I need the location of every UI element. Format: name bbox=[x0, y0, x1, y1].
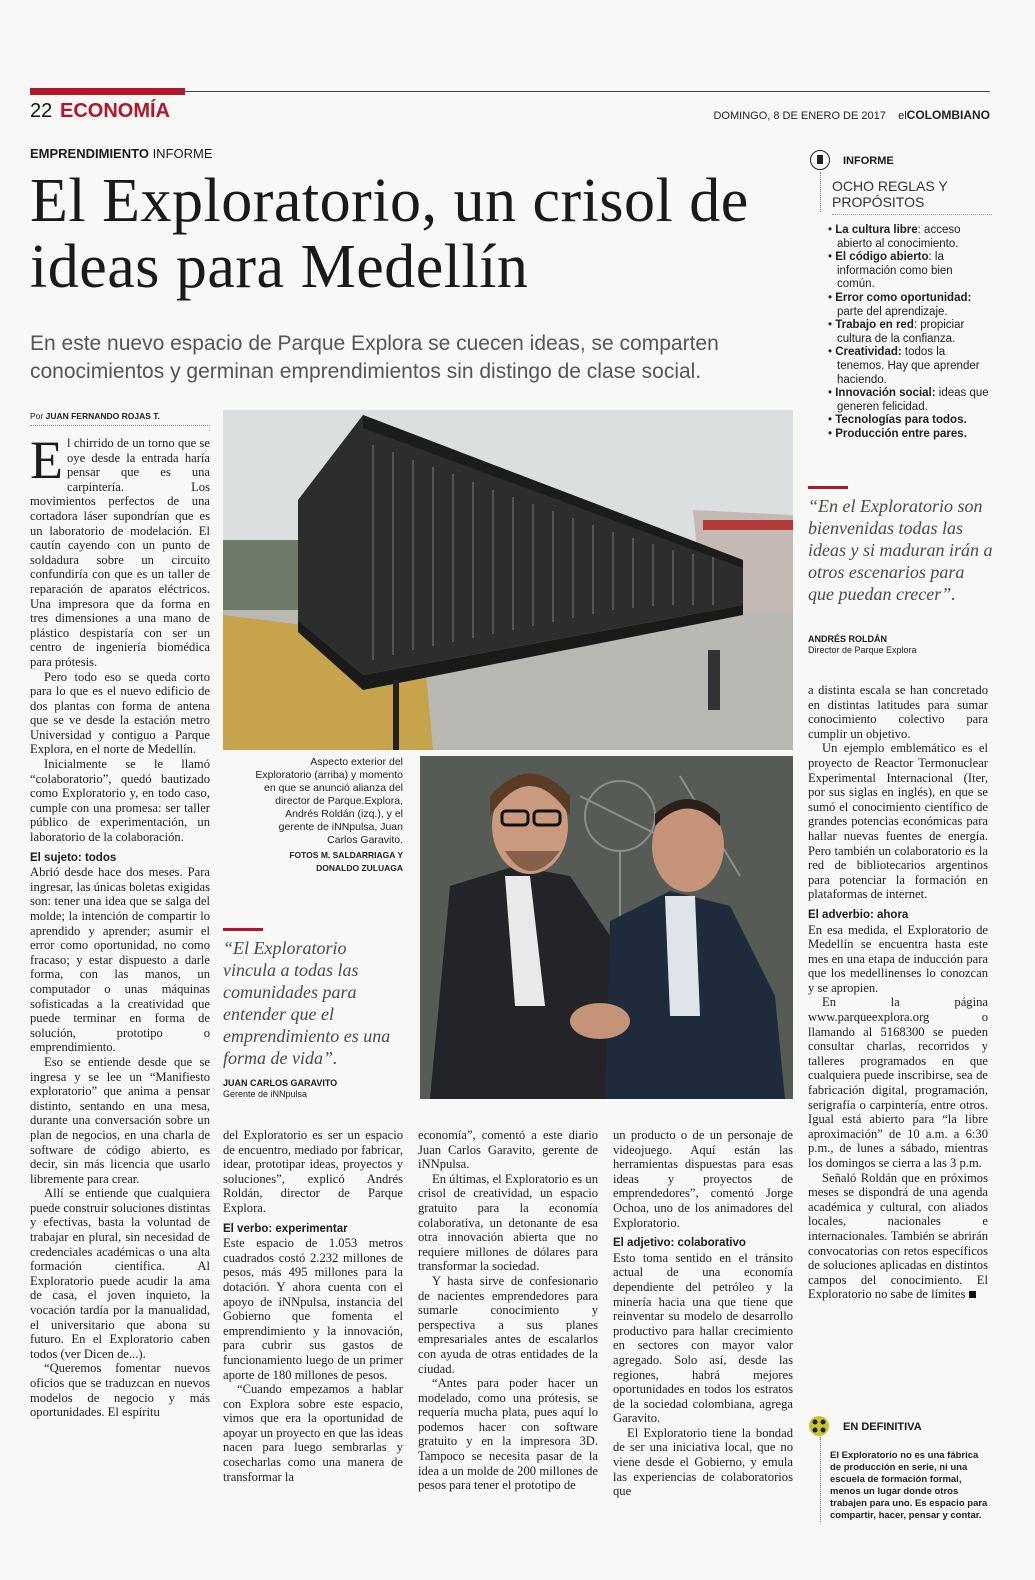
list-item bbox=[828, 387, 993, 414]
list-item bbox=[828, 428, 993, 442]
caption-text: Aspecto exterior del Exploratorio (arriba) y momento en que se anunció alianza del director de Parque.Explora, Andrés Roldán (izq.), y el gerente de iNNpulsa, Juan Carlos Garavito. bbox=[255, 756, 403, 846]
end-mark-icon bbox=[969, 1291, 976, 1298]
rule-term: Creatividad: bbox=[835, 346, 902, 359]
paragraph-text: l chirrido de un torno que se oye desde la entrada haría pensar que es una carpintería. Los movimientos perfectos de una cortadora láser supondrían que es un laboratorio de modelación. El cautín cayendo con un punto de soldadura sobre un circuito confundiría con que es un taller de reparación de aparatos eléctricos. Una impresora que da forma en tres dimensiones a una mano de plástico despistaría con ser un centro de ingeniería biomédica para prótesis. bbox=[30, 436, 210, 669]
paragraph: economía”, comentó a este diario Juan Carlos Garavito, gerente de iNNpulsa. bbox=[418, 1128, 598, 1172]
paragraph: “Queremos fomentar nuevos oficios que se traduzcan en nuevos modelos de negocio y más oportunidades. El espíritu bbox=[30, 1361, 210, 1420]
rule-term: El código abierto bbox=[835, 251, 929, 264]
list-item bbox=[828, 414, 993, 428]
paragraph: Eso se entiende desde que se ingresa y se lee un “Manifiesto exploratorio” que anima a pensar distinto, sentando en una mesa, durante una conversación sobre un plan de negocios, en una charla de software de código abierto, es decir, sin más licencia que usarlo libremente para crear. bbox=[30, 1054, 210, 1186]
paragraph: a distinta escala se han concretado en distintas latitudes para sumar conocimiento colectivo para cumplir un objetivo. bbox=[808, 683, 988, 741]
definitiva-rule bbox=[820, 1437, 821, 1522]
paragraph: El Exploratorio tiene la bondad de ser una iniciativa local, que no viene desde el Gobierno, y emula las experiencias de colaboratorios que bbox=[613, 1425, 793, 1499]
kicker-type: INFORME bbox=[152, 146, 213, 161]
list-item bbox=[828, 292, 993, 319]
byline-author: JUAN FERNANDO ROJAS T. bbox=[45, 411, 160, 421]
info-icon bbox=[810, 150, 830, 170]
list-item bbox=[828, 224, 993, 251]
rule-term: Producción entre pares. bbox=[835, 427, 967, 440]
definitiva-text: El Exploratorio no es una fábrica de producción en serie, ni una escuela de formación formal, menos un lugar donde otros trabajen para uno. Es espacio para compartir, hacer, pensar y contar. bbox=[830, 1450, 988, 1521]
byline bbox=[30, 411, 160, 421]
handshake-photo bbox=[420, 756, 793, 1099]
sidebar-divider bbox=[832, 214, 992, 215]
drop-cap: E bbox=[30, 436, 63, 490]
definitiva-label: EN DEFINITIVA bbox=[843, 1421, 922, 1433]
puzzle-icon bbox=[808, 1415, 830, 1437]
kicker-tag: EMPRENDIMIENTO bbox=[30, 146, 149, 161]
paragraph: Inicialmente se le llamó “colaboratorio”, quedó bautizado como Exploratorio y, en todo caso, cumple con una promesa: ser taller público de experimentación, un laboratorio de la colaboración. bbox=[30, 757, 210, 845]
paragraph: Y hasta sirve de confesionario de nacientes emprendedores para sumarle conocimiento y perspectiva a sus planes empresariales antes de escalarlos con ayuda de otras entidades de la ciudad. bbox=[418, 1273, 598, 1376]
dek: En este nuevo espacio de Parque Explora se cuecen ideas, se comparten conocimientos y germinan emprendimientos sin distingo de clase social. bbox=[30, 332, 719, 383]
pull-quote: “En el Exploratorio son bienvenidas todas las ideas y si maduran irán a otros escenarios para que puedan crecer”. bbox=[808, 496, 993, 604]
building-photo bbox=[223, 410, 793, 750]
list-item bbox=[828, 319, 993, 346]
quote-author: JUAN CARLOS GARAVITO bbox=[223, 1078, 338, 1088]
paragraph: Abrió desde hace dos meses. Para ingresar, las únicas boletas exigidas son: tener una idea que se salga del molde; la intención de compartir lo aprendido y aprender; asumir el error como oportunidad, no como fracaso; y estar dispuesto a darle forma, con las manos, un computador o unas máquinas sofisticadas a la creatividad que puede terminar en forma de solución, prototipo o emprendimiento. bbox=[30, 865, 210, 1055]
quote-author: ANDRÉS ROLDÁN bbox=[808, 634, 888, 644]
handshake-illustration bbox=[420, 756, 793, 1099]
sidebar-title: OCHO REGLAS Y PROPÓSITOS bbox=[832, 178, 948, 210]
page-number: 22 bbox=[30, 100, 53, 122]
subhead: El sujeto: todos bbox=[30, 851, 117, 864]
paragraph: “Antes para poder hacer un modelado, como una prótesis, se requería mucha plata, pues aquí lo podemos hacer con software gratuito y en la impresora 3D. Tampoco se necesita pasar de la idea a un molde de 200 millones de pesos para tener el prototipo de bbox=[418, 1376, 598, 1493]
rule-term: Trabajo en red bbox=[835, 319, 914, 332]
rule-desc: : propiciar cultura de la confianza. bbox=[837, 319, 965, 345]
quote-author-role: Director de Parque Explora bbox=[808, 645, 917, 655]
rule-term: La cultura libre bbox=[835, 224, 918, 236]
paper-prefix: el bbox=[898, 110, 907, 122]
section-color-bar bbox=[30, 88, 185, 95]
paragraph bbox=[30, 436, 210, 670]
paragraph: del Exploratorio es ser un espacio de encuentro, mediado por fabricar, idear, prototipar ideas, proyectos y soluciones”, explicó Andrés Roldán, director de Parque Explora. bbox=[223, 1128, 403, 1215]
rule-desc: todos la tenemos. Hay que aprender haciendo. bbox=[837, 346, 980, 386]
quote-rule bbox=[223, 928, 263, 931]
paragraph bbox=[808, 1171, 988, 1302]
paragraph: Pero todo eso se queda corto para lo que es el nuevo edificio de dos plantas con forma de antena que se ve desde la estación metro Universidad y contiguo a Parque Explora, en el norte de Medellín. bbox=[30, 669, 210, 757]
headline: El Exploratorio, un crisol de ideas para Medellín bbox=[30, 167, 749, 301]
rules-list bbox=[828, 224, 993, 442]
list-item bbox=[828, 251, 993, 292]
byline-prefix: Por bbox=[30, 411, 44, 421]
article-column-2 bbox=[223, 1128, 403, 1518]
article-column-3 bbox=[418, 1128, 598, 1518]
paragraph: Allí se entiende que cualquiera puede construir soluciones distintas y efectivas, basta la voluntad de trabajar en plural, sin necesidad de credenciales académicas o una alta formación científica. Al Exploratorio puede acudir la ama de casa, el joven inquieto, la vocación tardía por la manualidad, el universitario que abona su futuro. En el Exploratorio caben todos (ver Dicen de...). bbox=[30, 1186, 210, 1361]
section-name: ECONOMÍA bbox=[60, 100, 170, 122]
photo-credit: FOTOS M. SALDARRIAGA Y DONALDO ZULUAGA bbox=[289, 850, 403, 873]
subhead: El adjetivo: colaborativo bbox=[613, 1237, 746, 1250]
subhead: El adverbio: ahora bbox=[808, 908, 909, 921]
subhead: El verbo: experimentar bbox=[223, 1222, 348, 1235]
paragraph: En últimas, el Exploratorio es un crisol de creatividad, un espacio gratuito para la economía colaborativa, un detonante de esa otra innovación abierta que no requiere millones de dólares para transformar la sociedad. bbox=[418, 1171, 598, 1274]
article-column-1 bbox=[30, 436, 210, 1516]
paragraph: En la página www.parqueexplora.org o llamando al 5168300 se pueden consultar charlas, recorridos y talleres programados en que cualquiera puede inscribirse, sea de fabricación digital, programación, serigrafía o carpintería, entre otros. Igual está abierto para “la libre aproximación” de 10 a.m. a 6:30 p.m., de lunes a sábado, mientras los domingos se cierra a las 3 p.m. bbox=[808, 995, 988, 1170]
kicker bbox=[30, 146, 213, 161]
quote-rule bbox=[808, 486, 848, 489]
list-item bbox=[828, 346, 993, 387]
photo-caption bbox=[253, 756, 403, 875]
pull-quote: “El Exploratorio vincula a todas las comunidades para entender que el emprendimiento es una forma de vida”. bbox=[223, 938, 391, 1068]
rule-term: Innovación social: bbox=[835, 387, 936, 400]
rule-desc: parte del aprendizaje. bbox=[837, 305, 948, 318]
paragraph: un producto o de un personaje de videojuego. Aquí están las herramientas dispuestas para esas ideas y proyectos de emprendedores”, comentó Jorge Ochoa, uno de los animadores del Exploratorio. bbox=[613, 1128, 793, 1230]
paragraph-text: Señaló Roldán que en próximos meses se dispondrá de una agenda académica y cultural, con aliados locales, nacionales e internacionales. También se abrirán convocatorias con retos específicos de soluciones aplicadas en distintos campos del conocimiento. El Exploratorio no sabe de límites bbox=[808, 1170, 988, 1302]
date: DOMINGO, 8 DE ENERO DE 2017 bbox=[713, 110, 886, 122]
building-illustration bbox=[223, 410, 793, 750]
paragraph: “Cuando empezamos a hablar con Explora sobre este espacio, vimos que era la oportunidad de apoyar un proyecto en que las ideas nacen para luego sembrarlas y cosecharlas como una manera de transformar la bbox=[223, 1382, 403, 1484]
article-column-4 bbox=[613, 1128, 793, 1518]
paragraph: Un ejemplo emblemático es el proyecto de Reactor Termonuclear Experimental Internacional (Iter, por sus siglas en inglés), en que se sumó el conocimiento científico de grandes potencias económicas para hallar nuevas fuentes de energía. Pero también un colaboratorio es la red de bibliotecarios argentinos para potenciar la formación en plataformas de internet. bbox=[808, 741, 988, 902]
rule-desc: ideas que generen felicidad. bbox=[837, 387, 989, 413]
quote-author-role: Gerente de iNNpulsa bbox=[223, 1089, 308, 1099]
dateline bbox=[713, 108, 990, 122]
rule-term: Tecnologías para todos. bbox=[835, 414, 967, 427]
sidebar-rule bbox=[820, 172, 821, 212]
sidebar-label: INFORME bbox=[843, 155, 894, 167]
paragraph: En esa medida, el Exploratorio de Medellín se encuentra hasta este mes en una etapa de inducción para que los medellinenses lo conozcan y se apropien. bbox=[808, 922, 988, 995]
article-column-5 bbox=[808, 683, 988, 1393]
rule-desc: : la información como bien común. bbox=[837, 251, 953, 291]
byline-rule bbox=[30, 425, 210, 426]
rule-term: Error como oportunidad: bbox=[835, 291, 972, 304]
rule-desc: : acceso abierto al conocimiento. bbox=[837, 224, 961, 250]
paper-name: COLOMBIANO bbox=[906, 108, 990, 122]
paragraph: Esto toma sentido en el tránsito actual de una economía dependiente del petróleo y la minería hacia una que tiene que reinventar su modelo de desarrollo productivo para hallar crecimiento en sectores con mayor valor agregado. Solo así, desde las regiones, habrá mejores oportunidades en todos los estratos de la sociedad colombiana, agrega Garavito. bbox=[613, 1250, 793, 1426]
paragraph: Este espacio de 1.053 metros cuadrados costó 2.232 millones de pesos, más 495 millones para la dotación. Y ahora cuenta con el apoyo de iNNpulsa, instancia del Gobierno que fomenta el emprendimiento y la innovación, para cubrir sus gastos de funcionamiento luego de un primer aporte de 180 millones de pesos. bbox=[223, 1236, 403, 1382]
